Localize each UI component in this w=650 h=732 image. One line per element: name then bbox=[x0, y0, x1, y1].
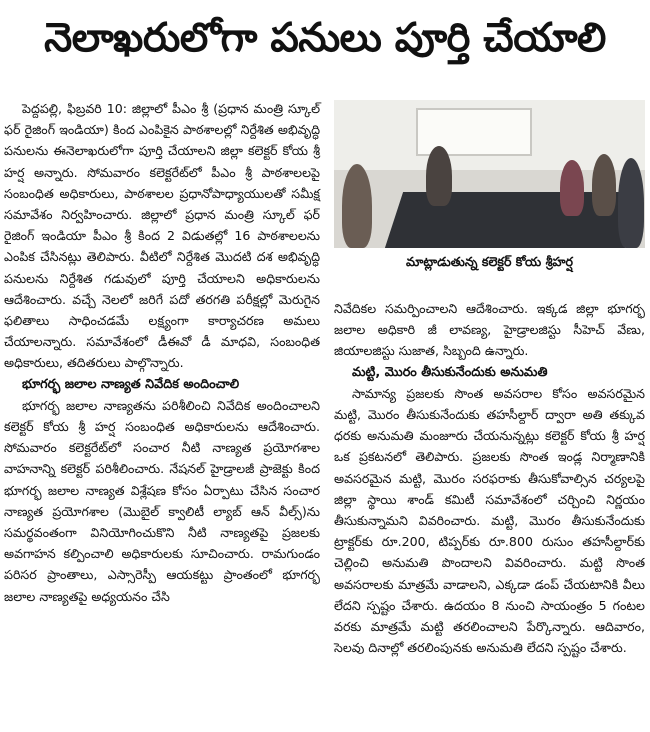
article-paragraph: సామాన్య ప్రజలకు సొంత అవసరాల కోసం అవసరమైన మట్టి, మొరం తీసుకునేందుకు తహసీల్దార్ ద్వారా అతి తక్కువ ధరకు అనుమతి మంజూరు చేయనున్నట్లు కలెక్టర్ కోయ శ్రీ హర్ష ఒక ప్రకటనలో తెలిపారు. ప్రజలకు సొంత ఇండ్ల నిర్మాణానికి అవసరమైన మట్టి, మొరం సరఫరాకు తీసుకోవాల్సిన చర్యలపై జిల్లా స్థాయి శాండ్ కమిటీ సమావేశంలో చర్చించి నిర్ణయం తీసుకున్నామని వివరించారు. మట్టి, మొరం తీసుకునేందుకు ట్రాక్టర్‌కు రూ.200, టిప్పర్‌కు రూ.800 రుసుం తహసీల్దార్‌కు చెల్లించి అనుమతి పొందాలని వివరించారు. మట్టి సొంత అవసరాలకు మాత్రమే వాడాలని, ఎక్కడా డంప్ చేయటానికి వీలు లేదని స్పష్టం చేశారు. ఉదయం 8 నుంచి సాయంత్రం 5 గంటల వరకు మాత్రమే మట్టి తరలించాలని పేర్కొన్నారు. ఆదివారం, సెలవు దినాల్లో తరలింపునకు అనుమతి లేదని స్పష్టం చేశారు. bbox=[334, 385, 645, 656]
article-paragraph: పెద్దపల్లి, ఫిబ్రవరి 10: జిల్లాలో పీఎం శ్రీ (ప్రధాన మంత్రి స్కూల్ ఫర్ రైజింగ్ ఇండియా) కింద ఎంపికైన పాఠశాలల్లో నిర్దేశిత అభివృద్ధి పనులను ఈనెలాఖరులోగా పూర్తి చేయాలని జిల్లా కలెక్టర్ కోయ శ్రీ హర్ష అన్నారు. సోమవారం కలెక్టరేట్‌లో పీఎం శ్రీ పాఠశాలలపై సంబంధిత అధికారులు, పాఠశాలల ప్రధానోపాధ్యాయులతో సమీక్ష సమావేశం నిర్వహించారు. జిల్లాలో ప్రధాన మంత్రి స్కూల్ ఫర్ రైజింగ్ ఇండియా పీఎం శ్రీ కింద 2 విడుతల్లో 16 పాఠశాలలను ఎంపిక చేసినట్లు తెలిపారు. వీటిలో నిర్దేశిత మొదటి దశ అభివృద్ధి పనులను నిర్దేశిత గడువులో పూర్తి చేయాలని అధికారులను ఆదేశించారు. వచ్చే నెలలో జరిగే పదో తరగతి పరీక్షల్లో మెరుగైన ఫలితాలు సాధించడమే లక్ష్యంగా కార్యాచరణ అమలు చేయాలన్నారు. సమావేశంలో డీఈవో డీ మాధవి, సంబంధిత అధికారులు, తదితరులు పాల్గొన్నారు. bbox=[4, 101, 320, 371]
subheading: మట్టి, మొరం తీసుకునేందుకు అనుమతి bbox=[352, 364, 548, 380]
person-figure bbox=[342, 164, 372, 248]
meeting-photo bbox=[334, 100, 645, 248]
person-figure bbox=[426, 146, 452, 206]
subheading: భూగర్భ జలాల నాణ్యత నివేదిక అందించాలి bbox=[22, 376, 240, 392]
person-figure bbox=[592, 154, 616, 216]
photo-caption: మాట్లాడుతున్న కలెక్టర్ కోయ శ్రీహర్ష bbox=[334, 249, 645, 275]
article-paragraph: నివేదికల సమర్పించాలని ఆదేశించారు. ఇక్కడ జిల్లా భూగర్భ జలాల అధికారి జీ లావణ్య, హైడ్రాలజిస్టు సీహెచ్ వేణు, జియాలజిస్టు సుజాత, సిబ్బంది ఉన్నారు. bbox=[334, 301, 645, 359]
right-column bbox=[334, 298, 645, 658]
headline: నెలాఖరులోగా పనులు పూర్తి చేయాలి bbox=[44, 15, 606, 61]
person-figure bbox=[618, 158, 644, 248]
left-column bbox=[4, 98, 320, 607]
person-figure bbox=[560, 160, 584, 216]
article-paragraph: భూగర్భ జలాల నాణ్యతను పరిశీలించి నివేదిక అందించాలని కలెక్టర్ కోయ శ్రీ హర్ష సంబంధిత అధికారులను ఆదేశించారు. సోమవారం కలెక్టరేట్‌లో సంచార నీటి నాణ్యత ప్రయోగశాల వాహనాన్ని కలెక్టర్ పరిశీలించారు. నేషనల్ హైడ్రాలజీ ప్రాజెక్టు కింద భూగర్భ జలాల నాణ్యత విశ్లేషణ కోసం ఏర్పాటు చేసిన సంచార నాణ్యత ప్రయోగశాల (మొబైల్ క్వాలిటీ ల్యాబ్ ఆన్ వీల్స్)ను సమర్థవంతంగా వినియోగించుకొని నీటి నాణ్యతపై ప్రజలకు అవగాహన కల్పించాలి అధికారులకు సూచించారు. రామగుండం పరిసర ప్రాంతాలు, ఎస్సారెస్పీ ఆయకట్టు ప్రాంతంలో భూగర్భ జలాల నాణ్యతపై అధ్యయనం చేసి bbox=[4, 397, 320, 604]
